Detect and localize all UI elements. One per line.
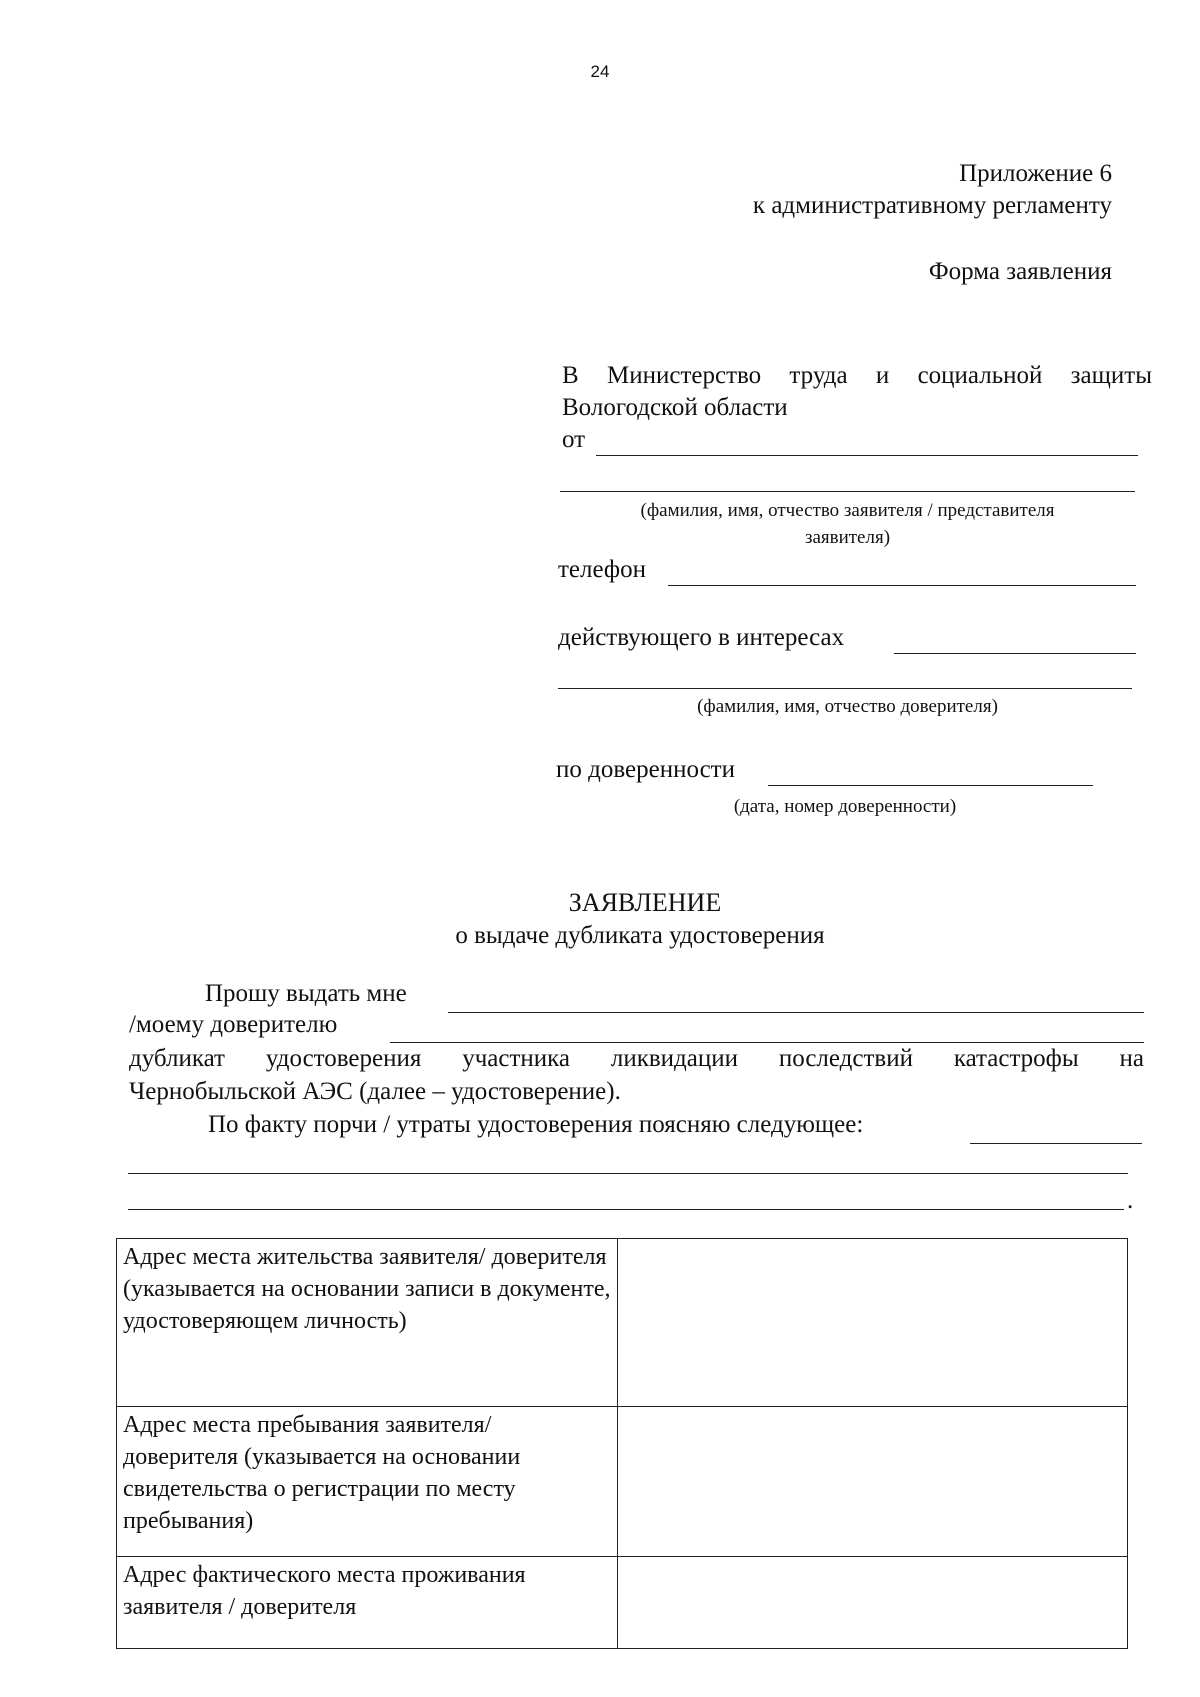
statement-subtitle: о выдаче дубликата удостоверения — [455, 922, 825, 949]
page-number: 24 — [590, 62, 610, 81]
principal-caption: (фамилия, имя, отчество доверителя) — [697, 696, 998, 717]
explain-field[interactable] — [970, 1143, 1142, 1144]
acting-field[interactable] — [894, 653, 1136, 654]
principal-field[interactable] — [390, 1042, 1144, 1043]
phone-label: телефон — [558, 556, 646, 583]
address-table — [116, 1238, 1128, 1649]
poa-field[interactable] — [768, 785, 1093, 786]
address-value-cell[interactable] — [618, 1407, 1128, 1557]
poa-caption: (дата, номер доверенности) — [733, 796, 957, 817]
body-text-line-1-word: участника — [462, 1045, 571, 1072]
body-text-line-1 — [129, 1045, 1144, 1073]
from-label: от — [562, 426, 586, 453]
addressee-line-2: Вологодской области — [562, 394, 788, 421]
body-text-line-2: Чернобыльской АЭС (далее – удостоверение). — [129, 1078, 621, 1105]
body-text-line-1-word: катастрофы — [953, 1045, 1079, 1072]
explain-line-3[interactable] — [128, 1209, 1124, 1210]
statement-title: ЗАЯВЛЕНИЕ — [568, 888, 722, 917]
addressee-line-1 — [562, 362, 1152, 390]
addressee-line-1-word: Министерство — [606, 362, 762, 389]
table-row — [117, 1407, 1128, 1557]
addressee-line-1-word: и — [875, 362, 890, 389]
from-line[interactable] — [596, 455, 1138, 456]
addressee-line-1-word: социальной — [917, 362, 1043, 389]
address-label: Адрес места жительства заявителя/ доверителя (указывается на основании записи в документе, удостоверяющем личность) — [117, 1239, 618, 1407]
table-row — [117, 1239, 1128, 1407]
request-label: Прошу выдать мне — [205, 980, 407, 1007]
from-line-2[interactable] — [560, 491, 1135, 492]
request-field[interactable] — [448, 1012, 1144, 1013]
body-text-line-1-word: дубликат — [129, 1045, 225, 1072]
addressee-line-1-word: труда — [789, 362, 848, 389]
table-row — [117, 1557, 1128, 1649]
body-text-line-1-word: ликвидации — [610, 1045, 738, 1072]
poa-label: по доверенности — [556, 756, 735, 783]
body-text-line-1-word: удостоверения — [265, 1045, 422, 1072]
body-text-line-1-word: на — [1119, 1045, 1144, 1072]
end-period: . — [1127, 1187, 1134, 1214]
addressee-line-1-word: В — [562, 362, 579, 389]
explain-line-2[interactable] — [128, 1173, 1128, 1174]
body-text-line-1-word: последствий — [778, 1045, 913, 1072]
phone-field[interactable] — [668, 585, 1136, 586]
address-label: Адрес фактического места проживания заявителя / доверителя — [117, 1557, 618, 1649]
acting-label: действующего в интересах — [558, 624, 845, 651]
from-caption-2: заявителя) — [804, 527, 891, 548]
principal-line[interactable] — [558, 688, 1132, 689]
annex-line-1: Приложение 6 — [959, 160, 1112, 187]
explain-label: По факту порчи / утраты удостоверения поясняю следующее: — [208, 1111, 864, 1138]
from-caption-1: (фамилия, имя, отчество заявителя / представителя — [640, 500, 1055, 521]
address-value-cell[interactable] — [618, 1239, 1128, 1407]
form-label: Форма заявления — [928, 258, 1112, 285]
principal-label: /моему доверителю — [129, 1011, 338, 1038]
annex-line-2: к административному регламенту — [752, 192, 1112, 219]
address-value-cell[interactable] — [618, 1557, 1128, 1649]
addressee-line-1-word: защиты — [1070, 362, 1152, 389]
address-label: Адрес места пребывания заявителя/ доверителя (указывается на основании свидетельства о регистрации по месту пребывания) — [117, 1407, 618, 1557]
